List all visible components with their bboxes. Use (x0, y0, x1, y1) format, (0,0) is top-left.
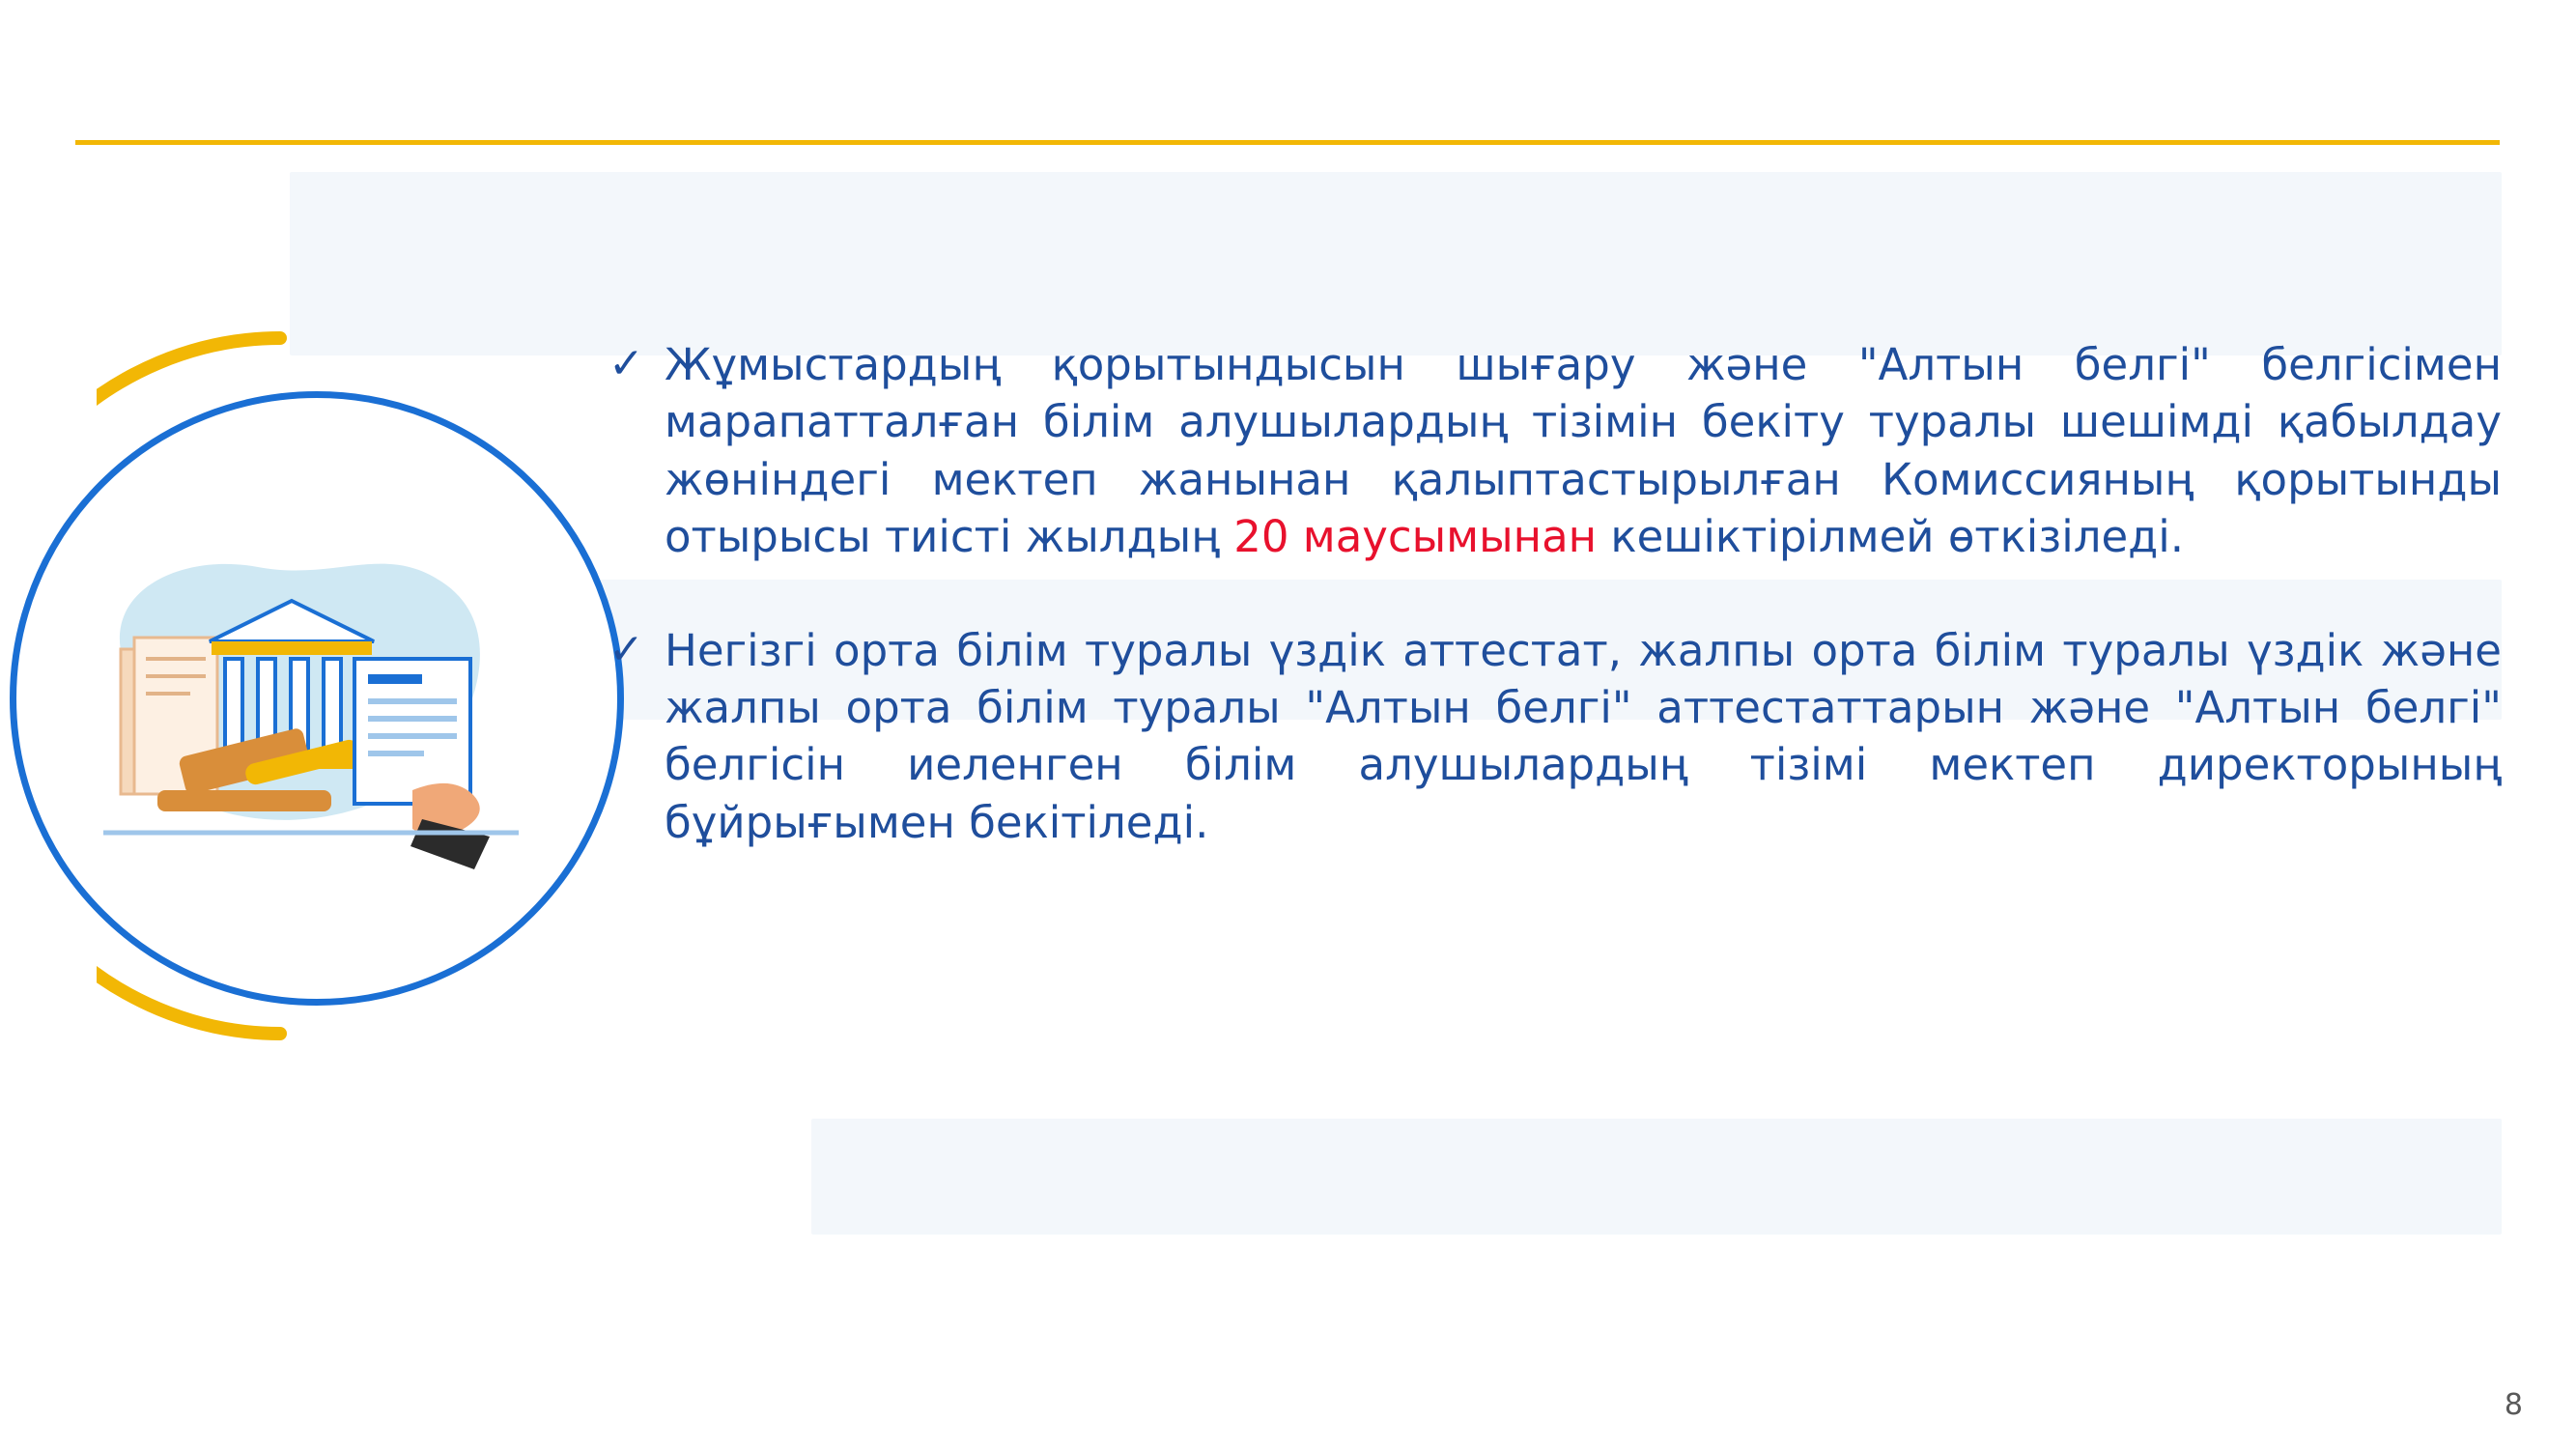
bullet-paragraph (665, 622, 2502, 852)
check-mark-icon: ✓ (609, 624, 644, 674)
bullet-text-after: кешіктірілмей өткізіледі. (1597, 511, 2185, 563)
check-mark-icon: ✓ (609, 339, 644, 388)
illustration-circle-frame (10, 391, 624, 1006)
bullet-text-before: Жұмыстардың қорытындысын шығару және "Алтын белгі" белгісімен марапатталған білім алушылардың тізімін бекіту туралы шешімді қабылдау жөніндегі мектеп жанынан қалыптастырылған Комиссияның қорытынды отырысы тиісті жылдың (665, 339, 2502, 563)
bullet-text-before: Негізгі орта білім туралы үздік аттестат, жалпы орта білім туралы үздік және жалпы орта білім туралы "Алтын белгі" аттестаттарын және "Алтын белгі" белгісін иеленген білім алушылардың тізімі мектеп директорының бұйрығымен бекітіледі. (665, 624, 2502, 848)
bullet-paragraph (665, 336, 2502, 566)
bullet-item (609, 622, 2502, 852)
background-panel-bottom (811, 1119, 2502, 1235)
courthouse-gavel-icon (65, 514, 567, 900)
page-number: 8 (2504, 1388, 2523, 1422)
bullet-highlight: 20 маусымынан (1233, 511, 1598, 563)
slide-body (609, 336, 2502, 907)
top-accent-rule (75, 140, 2500, 145)
illustration-block (0, 309, 637, 1082)
bullet-item (609, 336, 2502, 566)
